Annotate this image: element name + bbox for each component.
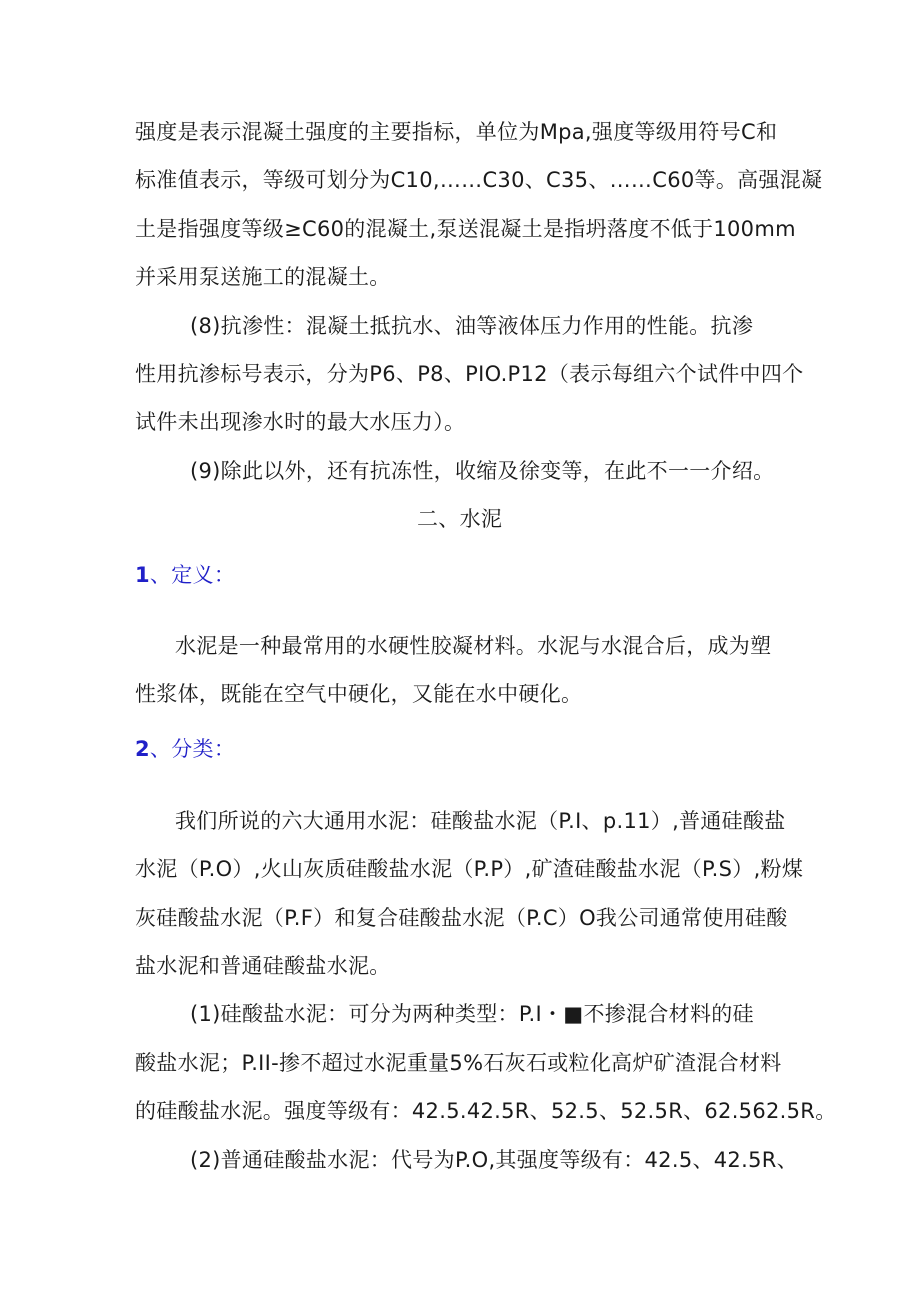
paragraph-line: (2)普通硅酸盐水泥：代号为P.O,其强度等级有：42.5、42.5R、 bbox=[190, 1148, 798, 1172]
subsection-heading-classification bbox=[135, 734, 235, 764]
paragraph-line: 试件未出现渗水时的最大水压力）。 bbox=[135, 410, 466, 434]
paragraph-line: 土是指强度等级≥C60的混凝土,泵送混凝土是指坍落度不低于100mm bbox=[135, 217, 796, 241]
paragraph-line: 灰硅酸盐水泥（P.F）和复合硅酸盐水泥（P.C）O我公司通常使用硅酸 bbox=[135, 906, 788, 930]
paragraph-line: 性用抗渗标号表示，分为P6、P8、PIO.P12（表示每组六个试件中四个 bbox=[135, 362, 804, 386]
subsection-number: 2 bbox=[135, 737, 150, 761]
paragraph-line: 标准值表示，等级可划分为C10,……C30、C35、……C60等。高强混凝 bbox=[135, 168, 823, 192]
paragraph-line: 并采用泵送施工的混凝土。 bbox=[135, 265, 391, 289]
paragraph-line: (1)硅酸盐水泥：可分为两种类型：P.I・■不掺混合材料的硅 bbox=[190, 1002, 754, 1026]
subsection-number: 1 bbox=[135, 563, 150, 587]
paragraph-line: 强度是表示混凝土强度的主要指标，单位为Mpa,强度等级用符号C和 bbox=[135, 120, 778, 144]
paragraph-line: (9)除此以外，还有抗冻性，收缩及徐变等，在此不一一介绍。 bbox=[190, 459, 775, 483]
paragraph-line: 的硅酸盐水泥。强度等级有：42.5.42.5R、52.5、52.5R、62.562.5R。 bbox=[135, 1099, 837, 1123]
paragraph-line: 性浆体，既能在空气中硬化，又能在水中硬化。 bbox=[135, 682, 583, 706]
subsection-title: 、分类： bbox=[149, 737, 236, 761]
paragraph-line: 盐水泥和普通硅酸盐水泥。 bbox=[135, 954, 391, 978]
paragraph-line: 我们所说的六大通用水泥：硅酸盐水泥（P.I、p.11）,普通硅酸盐 bbox=[175, 809, 786, 833]
paragraph-line: 水泥是一种最常用的水硬性胶凝材料。水泥与水混合后，成为塑 bbox=[175, 634, 772, 658]
paragraph-line: 水泥（P.O）,火山灰质硅酸盐水泥（P.P）,矿渣硅酸盐水泥（P.S）,粉煤 bbox=[135, 857, 804, 881]
paragraph-line: 酸盐水泥；P.II-掺不超过水泥重量5%石灰石或粒化高炉矿渣混合材料 bbox=[135, 1051, 782, 1075]
subsection-title: 、定义： bbox=[149, 563, 236, 587]
paragraph-line: (8)抗渗性：混凝土抵抗水、油等液体压力作用的性能。抗渗 bbox=[190, 314, 754, 338]
section-heading: 二、水泥 bbox=[417, 507, 503, 531]
subsection-heading-definition bbox=[135, 560, 235, 590]
